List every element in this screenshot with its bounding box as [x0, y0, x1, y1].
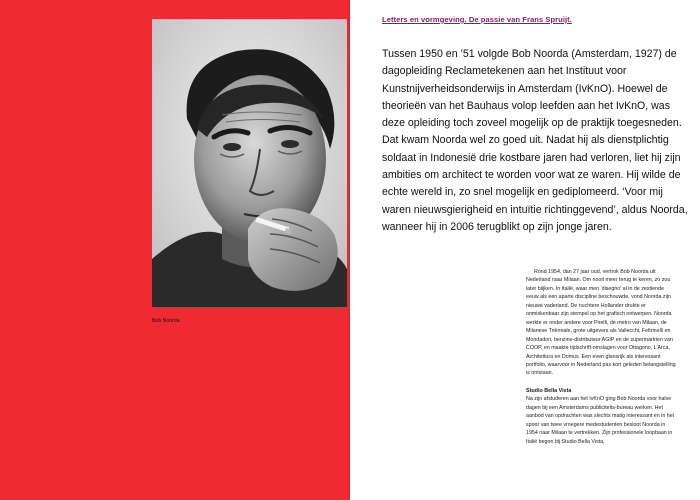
right-page [350, 0, 700, 500]
body-paragraph-2: Na zijn afstuderen aan het IvKnO ging Bob Noorda voor halve dagen bij een Amsterdams publiciteits-bureau werken. Het aanbod van opdrachten was slechts matig interessant en in het spoor van twee vroegere medestudenten besloot Noorda in 1954 naar Milaan te vertrekken. Zijn professionele loopbaan in Italië begon bij Studio Bella Vista, [526, 396, 675, 445]
lead-paragraph: Tussen 1950 en ’51 volgde Bob Noorda (Amsterdam, 1927) de dagopleiding Reclametekenen aan het Instituut voor Kunstnijverheidsonderwijs in Amsterdam (IvKnO). Hoewel de theorieën van het Bauhaus volop leefden aan het IvKnO, was deze opleiding toch zoveel mogelijk op de praktijk toegesneden. Dat kwam Noorda wel zo goed uit. Nadat hij als dienstplichtig soldaat in Indonesië drie kostbare jaren had verloren, liet hij zijn ambities om architect te worden voor wat ze waren. Hij wilde de echte wereld in, zo snel mogelijk en gediplomeerd. ‘Voor mij waren nieuwsgierigheid en intuïtie richtinggevend’, aldus Noorda, wanneer hij in 2006 terugblikt op zijn jonge jaren. [382, 48, 688, 233]
body-column [526, 268, 676, 446]
portrait-photo [152, 19, 347, 307]
body-paragraph-1: Rond 1954, dan 27 jaar oud, vertrok Bob Noorda uit Nederland naar Milaan. Om nooit meer terug te keren, zo zou later blijken. In Italië, waar men ‘disegno’ al in de zestiende eeuw als een aparte discipline beschouwde, vond Noorda zijn nieuwe vaderland. De nuchtere Hollander drukte er onmiskenbaar zijn stempel op het grafisch ontwerpen. Noorda werkte er onder andere voor Pirelli, de metro van Milaan, de Milanese Triënnale, grote uitgevers als Vallecchi, Feltrinelli en Mondadori, benzine-distributeur AGIP en de supermarkten van COOP, en maakte tijdschrift-omslagen voor Ottagono, L’Arca, Architettura en Domus. Een even glansrijk als interessant portfolio, waarvoor in Nederland pas kort geleden belangstelling is ontstaan. [526, 269, 676, 377]
section-subheading: Studio Bella Vista [526, 387, 572, 394]
running-header: Letters en vormgeving. De passie van Frans Spruijt. [382, 15, 572, 24]
photo-caption: Bob Noorda [152, 318, 180, 324]
